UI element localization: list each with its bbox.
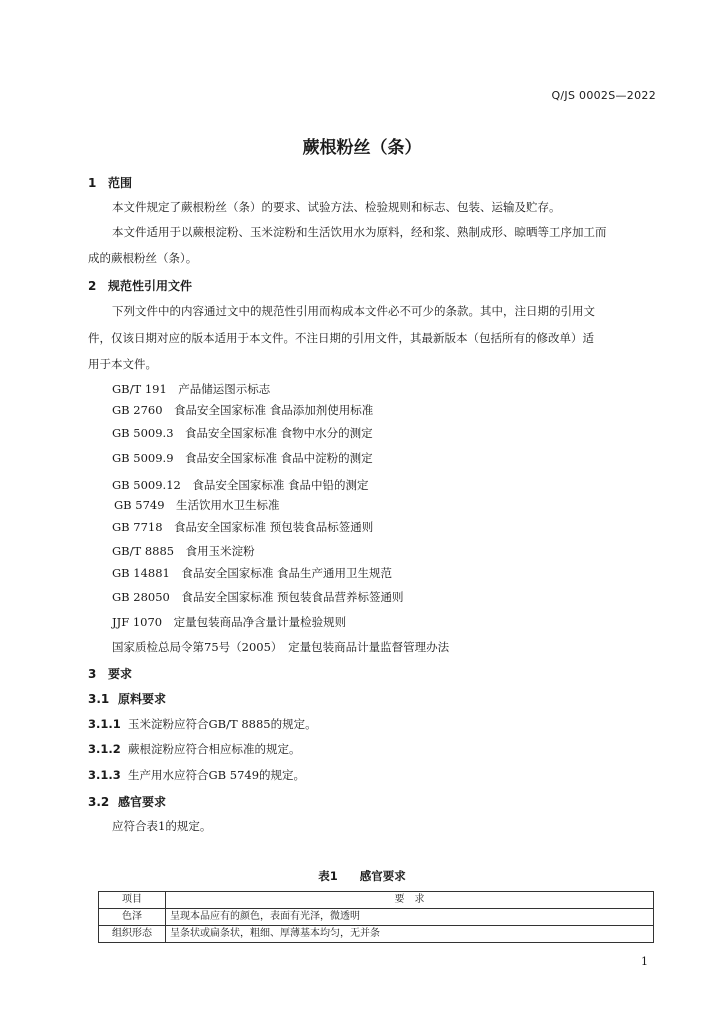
document-title: 蕨根粉丝（条）: [302, 138, 422, 158]
section-3-2-heading: [88, 793, 166, 810]
table-cell: 色泽: [99, 909, 166, 926]
section-title: 范围: [108, 176, 133, 190]
reference-item: GB/T 8885 食用玉米淀粉: [112, 544, 255, 558]
clause-number: 3.1.1: [88, 717, 121, 731]
references-intro-line-2: 件，仅该日期对应的版本适用于本文件。不注日期的引用文件，其最新版本（包括所有的修改单）适: [88, 331, 594, 345]
reference-item: JJF 1070 定量包装商品净含量计量检验规则: [112, 615, 347, 629]
sensory-requirements-table: [98, 891, 654, 943]
table-row: [99, 909, 654, 926]
table-caption-title: 感官要求: [359, 869, 406, 883]
references-intro-line-1: 下列文件中的内容通过文中的规范性引用而构成本文件必不可少的条款。其中，注日期的引用文: [112, 304, 595, 318]
reference-item: GB 2760 食品安全国家标准 食品添加剂使用标准: [112, 403, 374, 417]
section-title: 原料要求: [118, 692, 167, 706]
clause-number: 3.1.3: [88, 768, 121, 782]
section-number: 3.1: [88, 692, 110, 706]
section-number: 3.2: [88, 795, 110, 809]
reference-item: GB 5009.3 食品安全国家标准 食物中水分的测定: [112, 426, 373, 440]
reference-item: GB 14881 食品安全国家标准 食品生产通用卫生规范: [112, 566, 393, 580]
section-number: 3: [88, 667, 97, 681]
clause-number: 3.1.2: [88, 742, 121, 756]
clause-text: 蕨根淀粉应符合相应标准的规定。: [128, 742, 301, 756]
table-1-caption: [0, 868, 724, 884]
reference-item: GB 5009.12 食品安全国家标准 食品中铅的测定: [112, 478, 369, 492]
scope-paragraph-2-line-2: 成的蕨根粉丝（条）。: [88, 251, 198, 265]
table-row: [99, 926, 654, 943]
section-3-heading: [88, 665, 132, 682]
clause-text: 生产用水应符合GB 5749的规定。: [128, 768, 306, 782]
section-title: 规范性引用文件: [108, 279, 193, 293]
table-cell: 呈现本品应有的颜色，表面有光泽，微透明: [166, 909, 654, 926]
reference-item: GB/T 191 产品储运图示标志: [112, 382, 271, 396]
clause-3-1-2: [88, 741, 301, 757]
sensory-requirement-text: 应符合表1的规定。: [112, 819, 212, 833]
reference-item: GB 5009.9 食品安全国家标准 食品中淀粉的测定: [112, 451, 373, 465]
table-header-row: [99, 892, 654, 909]
table-header-cell: 项目: [99, 892, 166, 909]
clause-3-1-3: [88, 767, 305, 783]
section-3-1-heading: [88, 690, 166, 707]
scope-paragraph-2-line-1: 本文件适用于以蕨根淀粉、玉米淀粉和生活饮用水为原料，经和浆、熟制成形、晾晒等工序加工而: [112, 225, 607, 239]
table-caption-number: 表1: [318, 869, 338, 883]
scope-paragraph-1: 本文件规定了蕨根粉丝（条）的要求、试验方法、检验规则和标志、包装、运输及贮存。: [112, 200, 561, 214]
table-cell: 组织形态: [99, 926, 166, 943]
references-intro-line-3: 用于本文件。: [88, 357, 157, 371]
clause-text: 玉米淀粉应符合GB/T 8885的规定。: [128, 717, 317, 731]
reference-item: 国家质检总局令第75号（2005） 定量包装商品计量监督管理办法: [112, 640, 450, 654]
reference-item: GB 7718 食品安全国家标准 预包装食品标签通则: [112, 520, 374, 534]
section-title: 感官要求: [118, 795, 167, 809]
section-2-heading: [88, 277, 192, 294]
section-title: 要求: [108, 667, 133, 681]
section-number: 2: [88, 279, 97, 293]
page-number: 1: [641, 955, 648, 968]
table-cell: 呈条状或扁条状，粗细、厚薄基本均匀，无并条: [166, 926, 654, 943]
reference-item: GB 28050 食品安全国家标准 预包装食品营养标签通则: [112, 590, 404, 604]
table-header-cell: 要 求: [166, 892, 654, 909]
section-number: 1: [88, 176, 97, 190]
reference-item: GB 5749 生活饮用水卫生标准: [114, 498, 280, 512]
section-1-heading: [88, 174, 132, 191]
clause-3-1-1: [88, 716, 317, 732]
document-id: Q/JS 0002S—2022: [551, 89, 656, 102]
